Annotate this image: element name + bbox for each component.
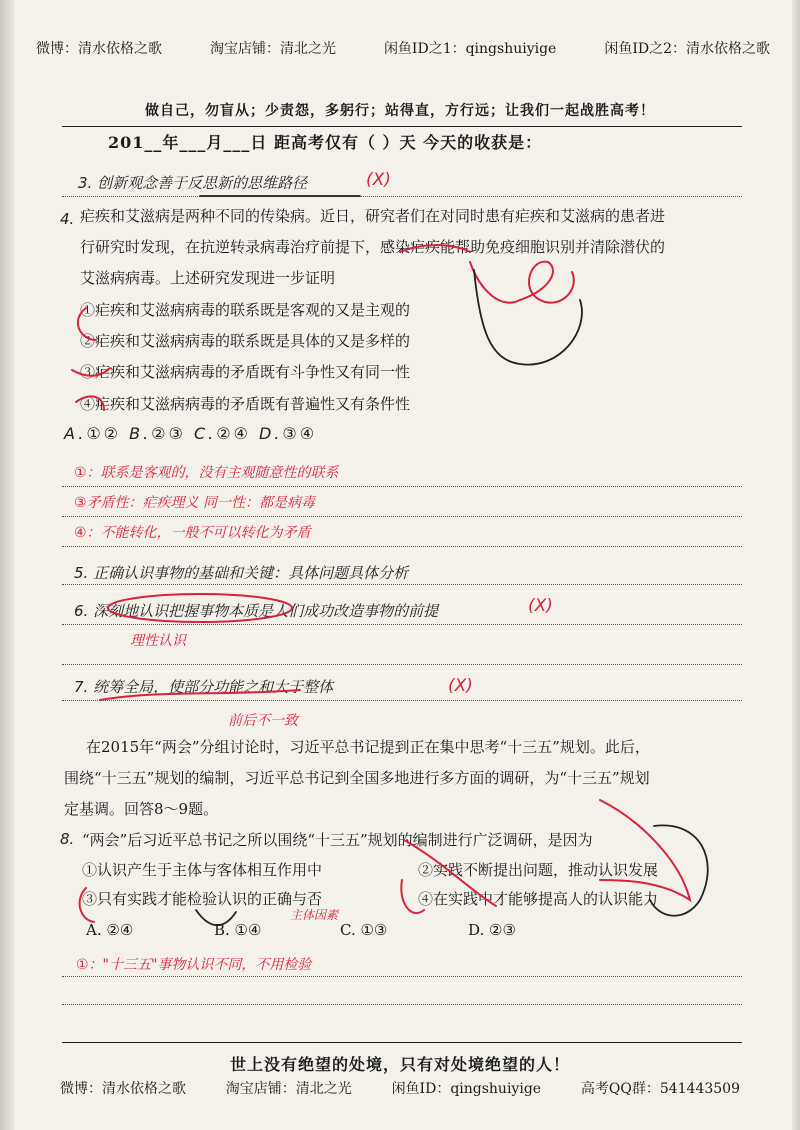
q8-option-3: ③只有实践才能检验认识的正确与否	[82, 890, 323, 908]
red-underline	[100, 690, 300, 700]
qq-group: 高考QQ群：541443509	[580, 1081, 740, 1097]
taobao-label: 淘宝店铺：清北之光	[225, 1081, 352, 1097]
q4-answer-choices: A.①② B.②③ C.②④ D.③④	[64, 424, 318, 443]
handwritten-note-6: 6. 深刻地认识把握事物本质是人们成功改造事物的前提	[74, 602, 439, 620]
analysis-note-1: ①：联系是客观的，没有主观随意性的联系	[74, 465, 339, 481]
red-circle	[108, 594, 292, 622]
red-option-mark	[72, 368, 110, 376]
analysis-note-8: ①："十三五"事物认识不同，不用检验	[76, 957, 312, 973]
note-6-correction: 理性认识	[130, 633, 186, 649]
q4-option-4: ④疟疾和艾滋病病毒的矛盾既有普遍性又有条件性	[80, 395, 411, 413]
q8-answer-a: A. ②④	[86, 921, 134, 939]
wrong-mark: (X)	[448, 676, 473, 696]
bottom-footer	[60, 1078, 740, 1098]
q4-stem-line-2: 行研究时发现，在抗逆转录病毒治疗前提下，感染疟疾能帮助免疫细胞识别并清除潜伏的	[80, 238, 666, 256]
passage-line-2: 围绕“十三五”规划的编制，习近平总书记到全国多地进行多方面的调研，为“十三五”规划	[64, 769, 650, 787]
black-option-mark	[196, 910, 236, 925]
red-option-mark	[76, 396, 104, 410]
red-strike	[404, 840, 496, 906]
q8-option-1: ①认识产生于主体与客体相互作用中	[82, 861, 323, 879]
date-line: 201__年___月___日 距高考仅有（ ）天 今天的收获是：	[108, 133, 543, 152]
q8-stem: “两会”后习近平总书记之所以围绕“十三五”规划的编制进行广泛调研，是因为	[82, 831, 593, 849]
note-7-correction: 前后不一致	[228, 713, 298, 729]
weibo-label: 微博：清水依格之歌	[36, 41, 162, 57]
motto: 做自己，勿盲从；少责怨，多躬行；站得直，方行远；让我们一起战胜高考！	[145, 103, 655, 119]
xianyu-id: 闲鱼ID：qingshuiyige	[391, 1081, 542, 1097]
footer-rule	[62, 1042, 742, 1043]
wrong-mark: (X)	[528, 596, 553, 616]
analysis-note-2: ③矛盾性：疟疾理义 同一性：都是病毒	[74, 495, 315, 511]
q4-stem-line-1: 疟疾和艾滋病是两种不同的传染病。近日，研究者们在对同时患有疟疾和艾滋病的患者进	[80, 207, 666, 225]
passage-line-1: 在2015年“两会”分组讨论时，习近平总书记提到正在集中思考“十三五”规划。此后，	[86, 738, 650, 756]
passage-line-3: 定基调。回答8～9题。	[64, 800, 219, 818]
q4-option-2: ②疟疾和艾滋病病毒的联系既是具体的又是多样的	[80, 332, 411, 350]
q8-option-2: ②实践不断提出问题，推动认识发展	[418, 861, 659, 879]
red-option-mark	[78, 308, 96, 340]
xianyu-id-2: 闲鱼ID之2：清水依格之歌	[604, 41, 770, 57]
xianyu-id-1: 闲鱼ID之1：qingshuiyige	[383, 41, 557, 57]
black-check	[474, 270, 582, 365]
red-option-mark	[80, 888, 94, 922]
black-loop	[650, 825, 708, 915]
q8-answer-c: C. ①③	[340, 921, 388, 939]
analysis-note-3: ④：不能转化，一般不可以转化为矛盾	[74, 525, 311, 541]
footer-slogan: 世上没有绝望的处境，只有对处境绝望的人！	[229, 1055, 570, 1074]
q8-option-4: ④在实践中才能够提高人的认识能力	[418, 890, 659, 908]
question-number-4: 4.	[60, 210, 75, 228]
question-number-8: 8.	[60, 830, 75, 848]
red-check-loop	[470, 262, 574, 303]
side-note-subject: 主体因素	[290, 908, 339, 922]
q8-answer-b: B. ①④	[214, 921, 262, 939]
handwritten-note-3: 3. 创新观念善于反思新的思维路径	[78, 174, 308, 192]
q4-option-3: ③疟疾和艾滋病病毒的矛盾既有斗争性又有同一性	[80, 363, 411, 381]
red-underline	[400, 245, 470, 252]
red-option-mark	[401, 880, 424, 913]
q4-option-1: ①疟疾和艾滋病病毒的联系既是客观的又是主观的	[80, 301, 411, 319]
red-check	[600, 800, 690, 900]
weibo-label: 微博：清水依格之歌	[60, 1081, 186, 1097]
q8-answer-d: D. ②③	[468, 921, 516, 939]
handwritten-note-5: 5. 正确认识事物的基础和关键：具体问题具体分析	[74, 564, 409, 582]
q4-stem-line-3: 艾滋病病毒。上述研究发现进一步证明	[80, 269, 336, 287]
wrong-mark: (X)	[366, 170, 391, 190]
taobao-label: 淘宝店铺：清北之光	[209, 41, 336, 57]
handwritten-note-7: 7. 统筹全局，使部分功能之和大于整体	[74, 678, 334, 696]
